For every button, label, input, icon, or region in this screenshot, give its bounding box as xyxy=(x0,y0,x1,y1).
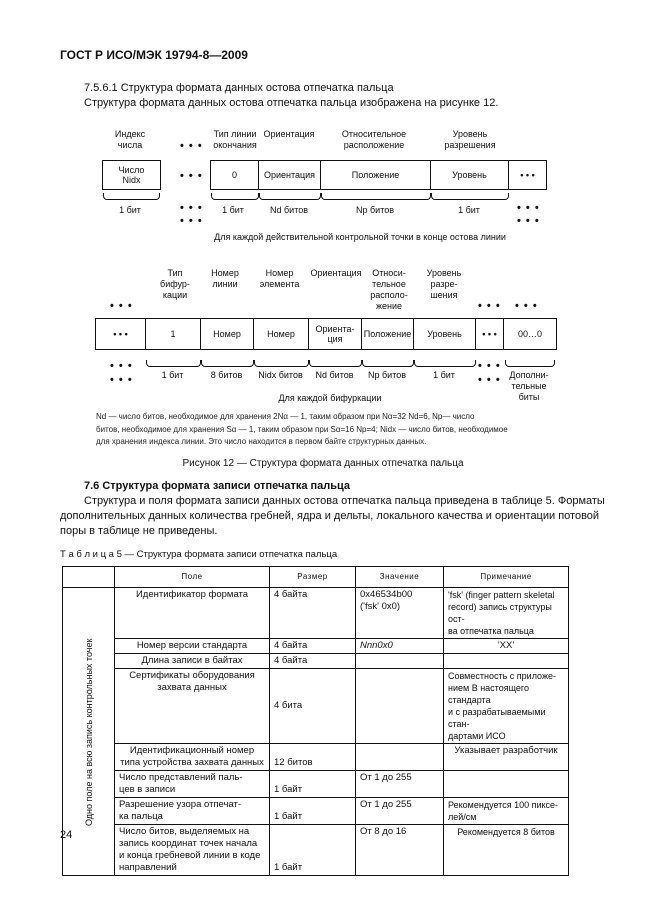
fig2-dots-right-bottom2: • • • xyxy=(478,374,501,386)
fig1-bits: 1 бит xyxy=(458,205,480,215)
fig1-brace xyxy=(259,193,321,200)
section-7-6-line2: дополнительных данных количества гребней, ядра и дельты, локального качества и ориентации потовой xyxy=(60,510,600,522)
table-row xyxy=(63,669,569,744)
fig1-cell-more: • • • xyxy=(520,170,535,180)
table-header-row xyxy=(63,567,569,588)
table-header-note: Примечание xyxy=(444,567,569,588)
table-cell-value: Nnn0x0 xyxy=(356,639,444,654)
table-row xyxy=(63,798,569,825)
fig2-dots-right-bottom1: • • • xyxy=(478,360,501,372)
table-cell-note: Рекомендуется 8 битов xyxy=(444,825,569,876)
fig1-dots-right2: • • • xyxy=(517,215,540,227)
fig2-bits: Nd битов xyxy=(315,370,354,380)
fig2-brace xyxy=(254,360,309,367)
fig2-dots-left-bottom2: • • • xyxy=(110,374,133,386)
table-row xyxy=(63,654,569,669)
fig2-bits: Np битов xyxy=(368,370,406,380)
section-7-6-line3: поры в таблице не приведены. xyxy=(60,525,218,537)
table-row xyxy=(63,825,569,876)
figure-note-line2: битов, необходимое для хранения Sα — 1, таким образом при Sα=16 Np=4; Nidx — число битов, необходимое xyxy=(96,425,508,434)
fig1-bits: Np битов xyxy=(356,205,394,215)
fig1-cell-position: Положение xyxy=(321,161,431,189)
figure-note-line3: для хранения индекса линии. Это число находится в первом байте структурных данных. xyxy=(96,437,427,446)
fig1-caption: Для каждой действительной контрольной точки в конце остова линии xyxy=(214,232,506,242)
fig2-brace xyxy=(505,360,555,367)
fig1-bits: Nd битов xyxy=(270,205,308,215)
fig2-cell-line-number: Номер xyxy=(201,319,254,349)
table-cell-field: Идентификационный номер типа устройства захвата данных xyxy=(115,744,270,771)
page-number: 24 xyxy=(60,829,73,841)
fig2-bits: 1 бит xyxy=(161,370,184,380)
table5-title: Т а б л и ц а 5 — Структура формата записи отпечатка пальца xyxy=(60,549,338,560)
fig1-brace xyxy=(103,193,160,200)
table-cell-value: От 1 до 255 xyxy=(356,798,444,825)
table-cell-note: Указывает разработчик xyxy=(444,744,569,771)
fig2-cell-element-number: Номер xyxy=(254,319,309,349)
fig1-dots-right1: • • • xyxy=(517,202,540,214)
fig1-dots-bottom1: • • • xyxy=(180,202,203,214)
table-cell-value xyxy=(356,744,444,771)
fig2-dots-left-top: • • • xyxy=(110,300,133,312)
fig1-dots-bottom2: • • • xyxy=(180,215,203,227)
fig2-cell-type: 1 xyxy=(146,319,201,349)
table-cell-value: От 8 до 16 xyxy=(356,825,444,876)
table-cell-value xyxy=(356,654,444,669)
table-header-size: Размер xyxy=(270,567,356,588)
section-7-6-heading: 7.6 Структура формата записи отпечатка пальца xyxy=(84,480,351,492)
fig2-extra-bits: Дополни- тельные биты xyxy=(509,370,549,402)
fig2-bits: Nidx битов xyxy=(258,370,303,380)
fig2-caption: Для каждой бифуркации xyxy=(278,393,382,403)
fig2-brace xyxy=(414,360,476,367)
table-cell-field: Сертификаты оборудования захвата данных xyxy=(115,669,270,744)
fig2-dots-right-top: • • • xyxy=(478,300,501,312)
fig2-dots-far-right-top: • • • xyxy=(515,300,538,312)
fig1-brace xyxy=(431,193,509,200)
figure-note-line1: Nd — число битов, необходимое для хранения 2Nα — 1, таким образом при Nα=32 Nd=6, Np— число xyxy=(96,412,475,421)
document-header: ГОСТ Р ИСО/МЭК 19794-8—2009 xyxy=(60,48,248,62)
table-cell-size: 4 бита xyxy=(270,669,356,744)
fig1-fields-bar xyxy=(210,160,547,190)
fig2-cell-more: • • • xyxy=(476,319,504,349)
fig1-dots-mid: • • • xyxy=(180,170,203,182)
table-cell-field: Идентификатор формата xyxy=(115,588,270,639)
fig2-cell-dots: • • • xyxy=(96,319,146,349)
fig2-label-position: Относи- тельное располо- жение xyxy=(370,268,408,311)
table-cell-note: 'XX' xyxy=(444,639,569,654)
fig2-cell-orientation: Ориента- ция xyxy=(309,319,362,349)
fig2-label-resolution: Уровень разре- шения xyxy=(426,268,462,300)
table-cell-note: 'fsk' (finger pattern skeletal record) запись структуры ост- ва отпечатка пальца xyxy=(444,588,569,639)
fig2-cell-padding: 00…0 xyxy=(517,329,543,339)
fig2-label-orientation: Ориентация xyxy=(310,268,362,278)
fig1-index-box xyxy=(102,160,161,190)
fig1-dots-top: • • • xyxy=(180,140,203,152)
fig2-cell-position: Положение xyxy=(362,319,414,349)
table-cell-note xyxy=(444,654,569,669)
fig1-cell-resolution: Уровень xyxy=(431,161,509,189)
table-row xyxy=(63,639,569,654)
fig1-cell-orientation: Ориентация xyxy=(259,161,321,189)
fig2-brace xyxy=(201,360,254,367)
table-header-value: Значение xyxy=(356,567,444,588)
table-cell-size: 1 байт xyxy=(270,798,356,825)
fig2-fields-bar xyxy=(95,318,557,350)
section-heading: 7.5.6.1 Структура формата данных остова отпечатка пальца xyxy=(84,82,394,94)
table-cell-size: 4 байта xyxy=(270,588,356,639)
table-cell-size: 4 байта xyxy=(270,654,356,669)
figure-caption: Рисунок 12 — Структура формата данных отпечатка пальца xyxy=(182,458,464,469)
table-header-group xyxy=(63,567,115,588)
table-cell-field: Номер версии стандарта xyxy=(115,639,270,654)
fig2-brace xyxy=(309,360,362,367)
table-cell-field: Длина записи в байтах xyxy=(115,654,270,669)
table-header-field: Поле xyxy=(115,567,270,588)
fig1-label-orientation: Ориентация xyxy=(263,129,315,139)
table-cell-value xyxy=(356,669,444,744)
table5 xyxy=(62,566,569,876)
fig2-cell-resolution: Уровень xyxy=(414,319,476,349)
fig1-cell-index: Число Nidx xyxy=(118,165,145,185)
fig2-brace xyxy=(362,360,414,367)
fig2-dots-left-bottom1: • • • xyxy=(110,360,133,372)
fig1-label-position: Относительное расположение xyxy=(341,129,407,150)
fig2-brace xyxy=(146,360,201,367)
fig2-label-element: Номер элемента xyxy=(259,268,300,289)
table-cell-size: 12 битов xyxy=(270,744,356,771)
fig2-bits: 1 бит xyxy=(433,370,455,380)
table-cell-size: 1 байт xyxy=(270,771,356,798)
fig1-bits: 1 бит xyxy=(222,205,244,215)
table-cell-note xyxy=(444,771,569,798)
fig1-bits: 1 бит xyxy=(119,205,141,215)
table-cell-value: От 1 до 255 xyxy=(356,771,444,798)
table-row xyxy=(63,771,569,798)
section-7-6-line1: Структура и поля формата записи данных остова отпечатка пальца приведена в таблице 5. Форматы xyxy=(84,495,605,507)
fig2-bits: 8 битов xyxy=(210,370,243,380)
fig1-label-resolution: Уровень разрешения xyxy=(444,129,496,150)
fig2-label-line: Номер линии xyxy=(211,268,239,289)
table-row xyxy=(63,744,569,771)
fig1-brace xyxy=(321,193,431,200)
table-cell-note: Рекомендуется 100 пиксе- лей/см xyxy=(444,798,569,825)
table-cell-size: 4 байта xyxy=(270,639,356,654)
fig1-cell-end-type: 0 xyxy=(211,161,259,189)
table-cell-value: 0x46534b00 ('fsk' 0x0) xyxy=(356,588,444,639)
fig1-label-index: Индекс числа xyxy=(114,129,146,150)
table-cell-note: Совместность с приложе- нием В настоящего стандарта и с разрабатываемыми стан- дартами ИСО xyxy=(444,669,569,744)
table-cell-field: Разрешение узора отпечат- ка пальца xyxy=(115,798,270,825)
table-cell-field: Число представлений паль- цев в записи xyxy=(115,771,270,798)
table-row xyxy=(63,588,569,639)
fig1-label-end-type: Тип линии окончания xyxy=(213,129,257,150)
table-group-label: Одно поле на всю запись контрольных точек xyxy=(63,588,115,876)
table-cell-field: Число битов, выделяемых на запись координат точек начала и конца гребневой линии в коде направлений xyxy=(115,825,270,876)
section-text: Структура формата данных остова отпечатка пальца изображена на рисунке 12. xyxy=(84,97,499,109)
fig1-brace xyxy=(211,193,259,200)
fig2-label-type: Тип бифур- кации xyxy=(160,268,190,300)
table-cell-size: 1 байт xyxy=(270,825,356,876)
